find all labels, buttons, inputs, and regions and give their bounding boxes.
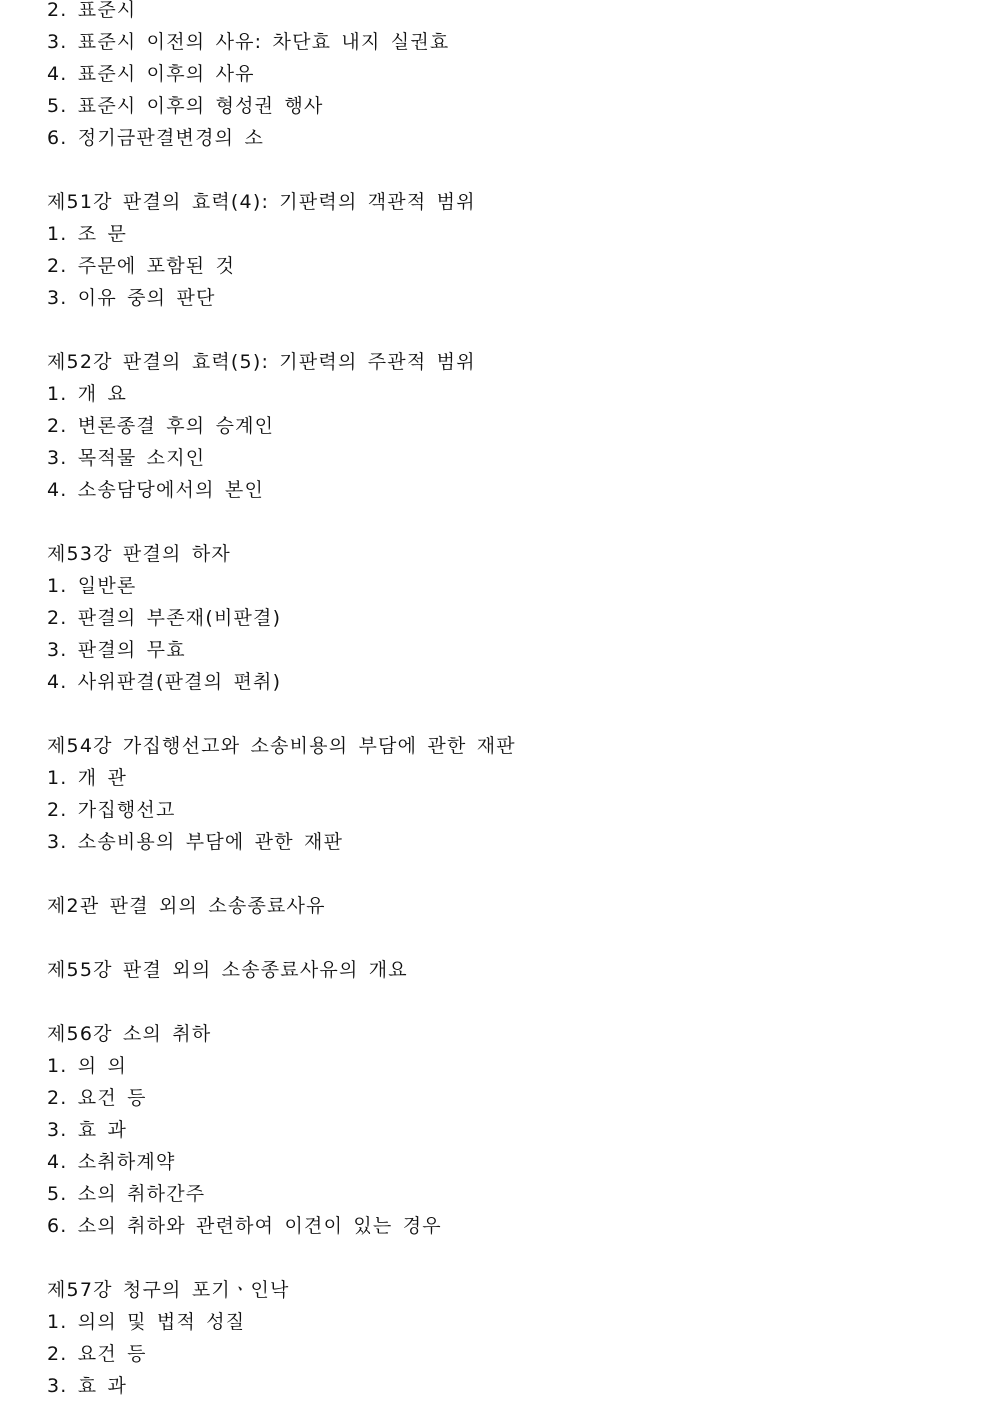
list-item: 2. 요건 등: [47, 1087, 147, 1109]
chapter-heading: 제2관 판결 외의 소송종료사유: [47, 895, 326, 917]
list-item: 1. 조 문: [47, 223, 128, 245]
document-page: [47, 0, 967, 1402]
list-item: 4. 소송담당에서의 본인: [47, 479, 264, 501]
list-item: 3. 판결의 무효: [47, 639, 186, 661]
spacer: [47, 154, 967, 186]
spacer: [47, 858, 967, 890]
list-item: 2. 표준시: [47, 0, 137, 21]
list-item: 4. 소취하계약: [47, 1151, 176, 1173]
spacer: [47, 506, 967, 538]
section-heading: 제53강 판결의 하자: [47, 543, 231, 565]
spacer: [47, 986, 967, 1018]
list-item: 1. 개 관: [47, 767, 128, 789]
list-item: 4. 표준시 이후의 사유: [47, 63, 255, 85]
section-heading: 제51강 판결의 효력(4): 기판력의 객관적 범위: [47, 191, 476, 213]
spacer: [47, 698, 967, 730]
list-item: 3. 표준시 이전의 사유: 차단효 내지 실권효: [47, 31, 450, 53]
spacer: [47, 922, 967, 954]
list-item: 2. 변론종결 후의 승계인: [47, 415, 275, 437]
list-item: 1. 의의 및 법적 성질: [47, 1311, 246, 1333]
list-item: 6. 소의 취하와 관련하여 이견이 있는 경우: [47, 1215, 442, 1237]
list-item: 3. 효 과: [47, 1119, 128, 1141]
spacer: [47, 1242, 967, 1274]
list-item: 2. 주문에 포함된 것: [47, 255, 236, 277]
section-heading: 제57강 청구의 포기ㆍ인낙: [47, 1279, 290, 1301]
section-heading: 제54강 가집행선고와 소송비용의 부담에 관한 재판: [47, 735, 516, 757]
list-item: 3. 이유 중의 판단: [47, 287, 216, 309]
spacer: [47, 314, 967, 346]
section-heading: 제56강 소의 취하: [47, 1023, 212, 1045]
list-item: 4. 사위판결(판결의 편취): [47, 671, 282, 693]
list-item: 6. 정기금판결변경의 소: [47, 127, 264, 149]
list-item: 2. 요건 등: [47, 1343, 147, 1365]
section-heading: 제55강 판결 외의 소송종료사유의 개요: [47, 959, 408, 981]
list-item: 3. 효 과: [47, 1375, 128, 1397]
section-heading: 제52강 판결의 효력(5): 기판력의 주관적 범위: [47, 351, 476, 373]
list-item: 5. 표준시 이후의 형성권 행사: [47, 95, 324, 117]
list-item: 5. 소의 취하간주: [47, 1183, 206, 1205]
list-item: 3. 목적물 소지인: [47, 447, 206, 469]
list-item: 1. 일반론: [47, 575, 137, 597]
list-item: 1. 의 의: [47, 1055, 128, 1077]
list-item: 3. 소송비용의 부담에 관한 재판: [47, 831, 344, 853]
list-item: 2. 판결의 부존재(비판결): [47, 607, 282, 629]
list-item: 1. 개 요: [47, 383, 128, 405]
list-item: 2. 가집행선고: [47, 799, 176, 821]
